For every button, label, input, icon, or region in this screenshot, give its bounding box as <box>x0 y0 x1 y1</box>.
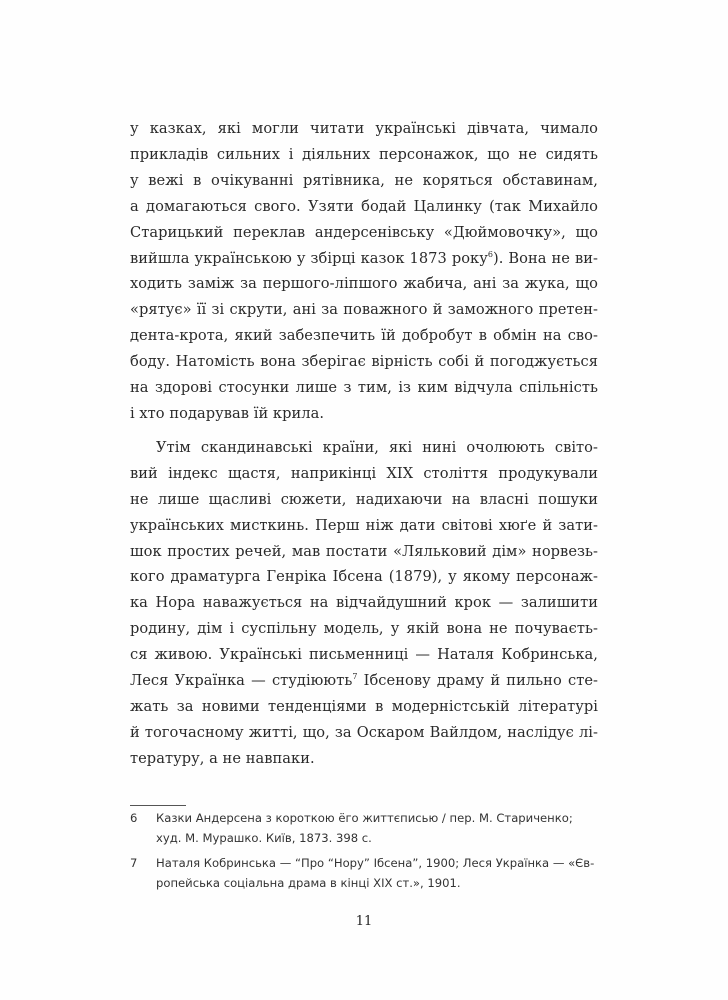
text-line: жать за новими тенденціями в модерністській літературі <box>130 697 598 715</box>
paragraph-1 <box>130 116 598 427</box>
text-line: у казках, які могли читати українські дівчата, чимало <box>130 120 598 137</box>
text-line: прикладів сильних і діяльних персонажок, що не сидять <box>130 145 598 163</box>
footnotes <box>130 809 598 899</box>
text-line: а домагаються свого. Узяти бодай Цалинку (так Михайло <box>130 197 598 215</box>
footnote-text <box>156 809 598 848</box>
page-number: 11 <box>355 914 373 929</box>
footnote-line: Наталя Кобринська — “Про “Нору” Ібсена”, 1900; Леся Українка — «Єв- <box>156 856 595 870</box>
text-segment: ). Вона не ви- <box>493 249 598 267</box>
text-line: ходить заміж за першого-ліпшого жабича, ані за жука, що <box>130 275 598 293</box>
text-line: «рятує» її зі скрути, ані за поважного й заможного претен- <box>130 301 598 319</box>
footnote-number: 7 <box>130 856 138 870</box>
text-line: й тогочасному житті, що, за Оскаром Вайлдом, наслідує лі- <box>130 723 598 741</box>
text-line <box>130 246 598 272</box>
footnote-text <box>156 854 598 893</box>
text-line: Старицький переклав андерсенівську «Дюймовочку», що <box>130 223 598 241</box>
text-line: Утім скандинавські країни, які нині очолюють світо- <box>156 438 598 456</box>
text-line: вий індекс щастя, наприкінці XIX століття продукували <box>130 464 598 482</box>
text-line: на здорові стосунки лише з тим, із ким відчула спільність <box>130 379 598 397</box>
footnote-line: худ. М. Мурашко. Київ, 1873. 398 с. <box>156 830 372 845</box>
text-line: у вежі в очікуванні рятівника, не коряться обставинам, <box>130 171 598 189</box>
paragraph-2 <box>130 435 598 772</box>
text-segment: вийшла українською у збірці казок 1873 року <box>130 249 488 267</box>
text-line: боду. Натомість вона зберігає вірність собі й погоджується <box>130 353 598 371</box>
footnote <box>130 809 598 848</box>
footnote-number: 6 <box>130 811 138 825</box>
footnote-divider <box>130 805 186 806</box>
paragraph-gap <box>130 427 598 435</box>
text-line: тературу, а не навпаки. <box>130 749 315 767</box>
text-line: українських мисткинь. Перш ніж дати світові хюґе й зати- <box>130 516 598 534</box>
text-line: кого драматурга Генріка Ібсена (1879), у якому персонаж- <box>130 568 598 586</box>
body-text <box>130 116 598 772</box>
text-line: шок простих речей, мав постати «Ляльковий дім» норвезь- <box>130 542 598 560</box>
text-segment: Ібсенову драму й пильно сте- <box>357 672 598 690</box>
footnote-line: Казки Андерсена з короткою ёго життєписью / пер. М. Стариченко; <box>156 811 573 825</box>
footnote-line: ропейська соціальна драма в кінці XIX ст.», 1901. <box>156 875 461 890</box>
text-line: родину, дім і суспільну модель, у якій вона не почуваєть- <box>130 620 598 638</box>
text-line: ка Нора наважується на відчайдушний крок — залишити <box>130 594 598 612</box>
text-line: не лише щасливі сюжети, надихаючи на власні пошуки <box>130 490 598 508</box>
footnote-reference[interactable]: 7 <box>352 672 358 682</box>
text-line: ся живою. Українські письменниці — Наталя Кобринська, <box>130 646 598 664</box>
text-line: дента-крота, який забезпечить їй добробут в обмін на сво- <box>130 327 598 345</box>
text-segment: Леся Українка — студіюють <box>130 672 353 690</box>
text-line: і хто подарував їй крила. <box>130 404 325 422</box>
footnote-reference[interactable]: 6 <box>487 249 493 259</box>
footnote <box>130 854 598 893</box>
text-line <box>130 668 598 694</box>
